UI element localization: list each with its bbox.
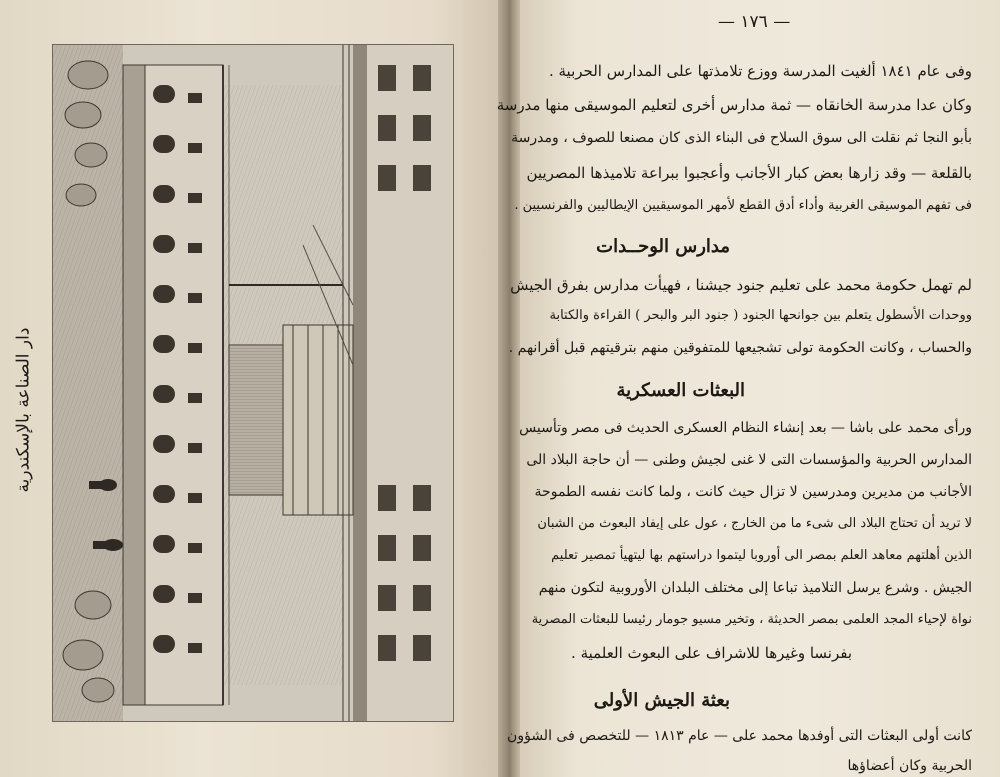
text-line: بأبو النجا ثم نقلت الى سوق السلاح فى البناء الذى كان مصنعا للصوف ، ومدرسة [511, 130, 972, 146]
text-line: ورأى محمد على باشا — بعد إنشاء النظام العسكرى الحديث فى مصر وتأسيس [519, 420, 972, 436]
text-line: كانت أولى البعثات التى أوفدها محمد على — عام ١٨١٣ — للتخصص فى الشؤون [507, 728, 972, 744]
text-line: الحربية وكان أعضاؤها [847, 758, 972, 774]
text-line: بفرنسا وغيرها للاشراف على البعوث العلمية . [571, 644, 852, 662]
text-line: وكان عدا مدرسة الخانقاه — ثمة مدارس أخرى لتعليم الموسيقى منها مدرسة [496, 96, 972, 114]
section-heading: بعثة الجيش الأولى [593, 690, 730, 711]
figure-caption: دار الصناعة بالإسكندرية [13, 327, 33, 493]
text-line: ووحدات الأسطول يتعلم بين جوانحها الجنود ( جنود البر والبحر ) القراءة والكتابة [549, 308, 972, 323]
text-line: لا تريد أن تحتاج البلاد الى شىء ما من الخارج ، عول على إيفاد البعوث من الشبان [537, 516, 972, 531]
section-heading: مدارس الوحــدات [596, 236, 730, 257]
page-number: — ١٧٦ — [718, 12, 791, 32]
text-line: وفى عام ١٨٤١ ألغيت المدرسة ووزع تلامذتها على المدارس الحربية . [548, 62, 972, 80]
section-heading: البعثات العسكرية [616, 380, 745, 401]
arsenal-engraving [52, 44, 454, 722]
text-line: لم تهمل حكومة محمد على تعليم جنود جيشنا ، فهيأت مدارس بفرق الجيش [510, 276, 972, 294]
text-line: بالقلعة — وقد زارها بعض كبار الأجانب وأعجبوا ببراعة تلاميذها المصريين [526, 164, 972, 182]
text-line: المدارس الحربية والمؤسسات التى لا غنى لجيش وطنى — أن حاجة البلاد الى [526, 452, 972, 468]
paragraph-4 [507, 728, 972, 776]
text-line: الأجانب من مديرين ومدرسين لا تزال حيث كانت ، ولما كانت نفسه الطموحة [534, 484, 972, 500]
figure-caption-wrap [8, 290, 38, 530]
engraving-art [53, 45, 453, 721]
text-line: والحساب ، وكانت الحكومة تولى تشجيعها للمتفوقين منهم بترقيتهم قبل أقرانهم . [508, 340, 972, 356]
paragraph-2 [508, 276, 972, 376]
paragraph-1 [496, 62, 972, 232]
text-line: الجيش . وشرع يرسل التلاميذ تباعا إلى مختلف البلدان الأوروبية لتكون منهم [538, 580, 972, 596]
text-line: فى تفهم الموسيقى الغربية وأداء أدق القطع لأمهر الموسيقيين الإيطاليين والفرنسيين . [514, 198, 972, 213]
text-line: نواة لإحياء المجد العلمى بمصر الحديثة ، وتخير مسيو جومار رئيسا للبعثات المصرية [531, 612, 972, 627]
text-line: الذين أهلتهم معاهد العلم بمصر الى أوروبا ليتموا دراستهم بها ليتهيأ تمصير تعليم [551, 548, 972, 563]
paragraph-3 [519, 420, 972, 670]
